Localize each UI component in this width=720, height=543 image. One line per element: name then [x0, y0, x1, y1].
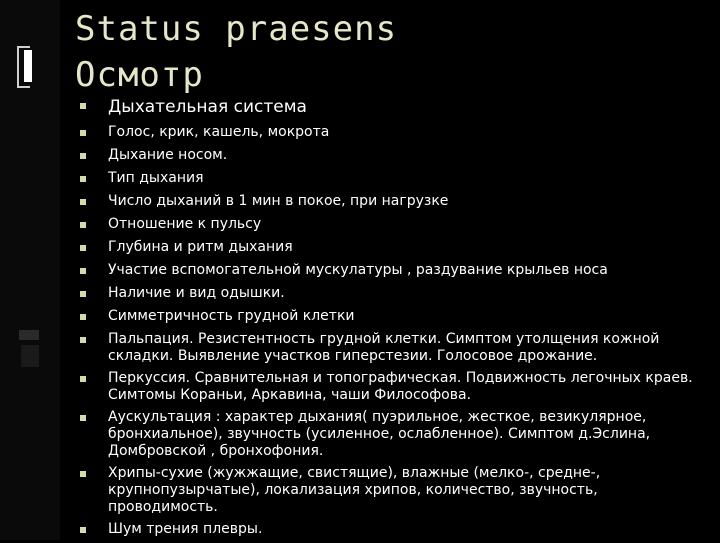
decor-block [24, 50, 32, 82]
list-item [78, 170, 708, 187]
list-item [78, 96, 708, 124]
decor-block [19, 330, 39, 340]
list-item-text: Наличие и вид одышки. [108, 285, 285, 301]
list-item [78, 239, 708, 256]
list-item [78, 521, 708, 538]
bullet-square-icon [80, 199, 86, 205]
slide-title [75, 6, 397, 98]
title-line-1: Status praesens [75, 9, 398, 49]
list-item [78, 262, 708, 279]
list-item [78, 285, 708, 302]
list-item-text: Голос, крик, кашель, мокрота [108, 124, 330, 140]
list-item [78, 124, 708, 141]
list-item-text: Дыхание носом. [108, 147, 228, 163]
list-item [78, 409, 708, 460]
bullet-square-icon [80, 314, 86, 320]
bullet-square-icon [80, 337, 86, 343]
bullet-list [78, 96, 708, 543]
bullet-square-icon [80, 130, 86, 136]
list-item [78, 193, 708, 210]
list-item-text: Перкуссия. Сравнительная и топографическая. Подвижность легочных краев. Симтомы Кораньи, Аркавина, чаши Философова. [108, 370, 693, 403]
bullet-square-icon [80, 153, 86, 159]
list-item-text: Тип дыхания [108, 170, 204, 186]
bullet-square-icon [80, 222, 86, 228]
list-item [78, 370, 708, 404]
bullet-square-icon [80, 471, 86, 477]
list-item [78, 465, 708, 516]
list-item [78, 308, 708, 325]
bullet-square-icon [80, 268, 86, 274]
bullet-square-icon [80, 245, 86, 251]
list-item-text: Шум трения плевры. [108, 521, 263, 537]
decor-block [21, 345, 39, 367]
list-item-text: Отношение к пульсу [108, 216, 262, 232]
list-item-text: Аускультация : характер дыхания( пуэрильное, жесткое, везикулярное, бронхиальное), звучность (усиленное, ослабленное). Симптом д.Эслина, Домбровской , бронхофония. [108, 409, 651, 459]
list-item-text: Число дыханий в 1 мин в покое, при нагрузке [108, 193, 449, 209]
list-item [78, 331, 708, 365]
list-item-text: Глубина и ритм дыхания [108, 239, 293, 255]
bullet-square-icon [80, 415, 86, 421]
title-line-2: Осмотр [75, 55, 204, 95]
list-item [78, 147, 708, 164]
list-item-text: Дыхательная система [108, 97, 307, 117]
list-item-text: Симметричность грудной клетки [108, 308, 355, 324]
bullet-square-icon [80, 291, 86, 297]
list-item-text: Участие вспомогательной мускулатуры , раздувание крыльев носа [108, 262, 608, 278]
bullet-square-icon [80, 176, 86, 182]
bullet-square-icon [80, 527, 86, 533]
bullet-square-icon [80, 376, 86, 382]
bullet-square-icon [80, 103, 86, 109]
list-item-text: Пальпация. Резистентность грудной клетки. Симптом утолщения кожной складки. Выявление участков гиперстезии. Голосовое дрожание. [108, 331, 660, 364]
list-item-text: Хрипы-сухие (жужжащие, свистящие), влажные (мелко-, средне-, крупнопузырчатые), локализация хрипов, количество, звучность, проводимость. [108, 465, 601, 515]
list-item [78, 216, 708, 233]
